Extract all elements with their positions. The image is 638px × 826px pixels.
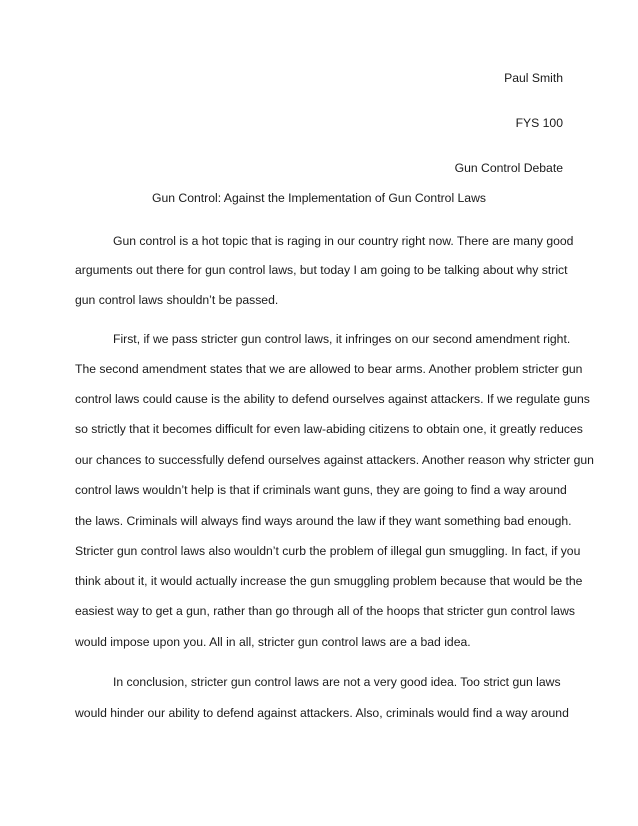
course-name: FYS 100 <box>515 116 563 130</box>
assignment-topic: Gun Control Debate <box>454 161 563 175</box>
body-line: The second amendment states that we are allowed to bear arms. Another problem stricter gun <box>75 362 583 376</box>
body-line: our chances to successfully defend ourselves against attackers. Another reason why stricter gun <box>75 453 594 467</box>
author-name: Paul Smith <box>504 71 563 85</box>
essay-title: Gun Control: Against the Implementation of Gun Control Laws <box>152 191 486 205</box>
body-line: In conclusion, stricter gun control laws are not a very good idea. Too strict gun laws <box>113 675 561 689</box>
body-line: control laws wouldn’t help is that if criminals want guns, they are going to find a way around <box>75 483 567 497</box>
body-line: First, if we pass stricter gun control laws, it infringes on our second amendment right. <box>113 332 571 346</box>
body-line: would impose upon you. All in all, stricter gun control laws are a bad idea. <box>75 635 471 649</box>
body-line: think about it, it would actually increase the gun smuggling problem because that would be the <box>75 574 583 588</box>
body-line: Stricter gun control laws also wouldn’t curb the problem of illegal gun smuggling. In fact, if you <box>75 544 581 558</box>
body-line: so strictly that it becomes difficult for even law-abiding citizens to obtain one, it greatly reduces <box>75 422 583 436</box>
body-line: arguments out there for gun control laws, but today I am going to be talking about why strict <box>75 263 568 277</box>
body-line: control laws could cause is the ability to defend ourselves against attackers. If we regulate guns <box>75 392 590 406</box>
body-line: gun control laws shouldn’t be passed. <box>75 293 279 307</box>
body-line: easiest way to get a gun, rather than go through all of the hoops that stricter gun control laws <box>75 604 575 618</box>
body-line: would hinder our ability to defend against attackers. Also, criminals would find a way around <box>75 706 569 720</box>
body-line: the laws. Criminals will always find ways around the law if they want something bad enough. <box>75 514 572 528</box>
body-line: Gun control is a hot topic that is raging in our country right now. There are many good <box>113 234 574 248</box>
